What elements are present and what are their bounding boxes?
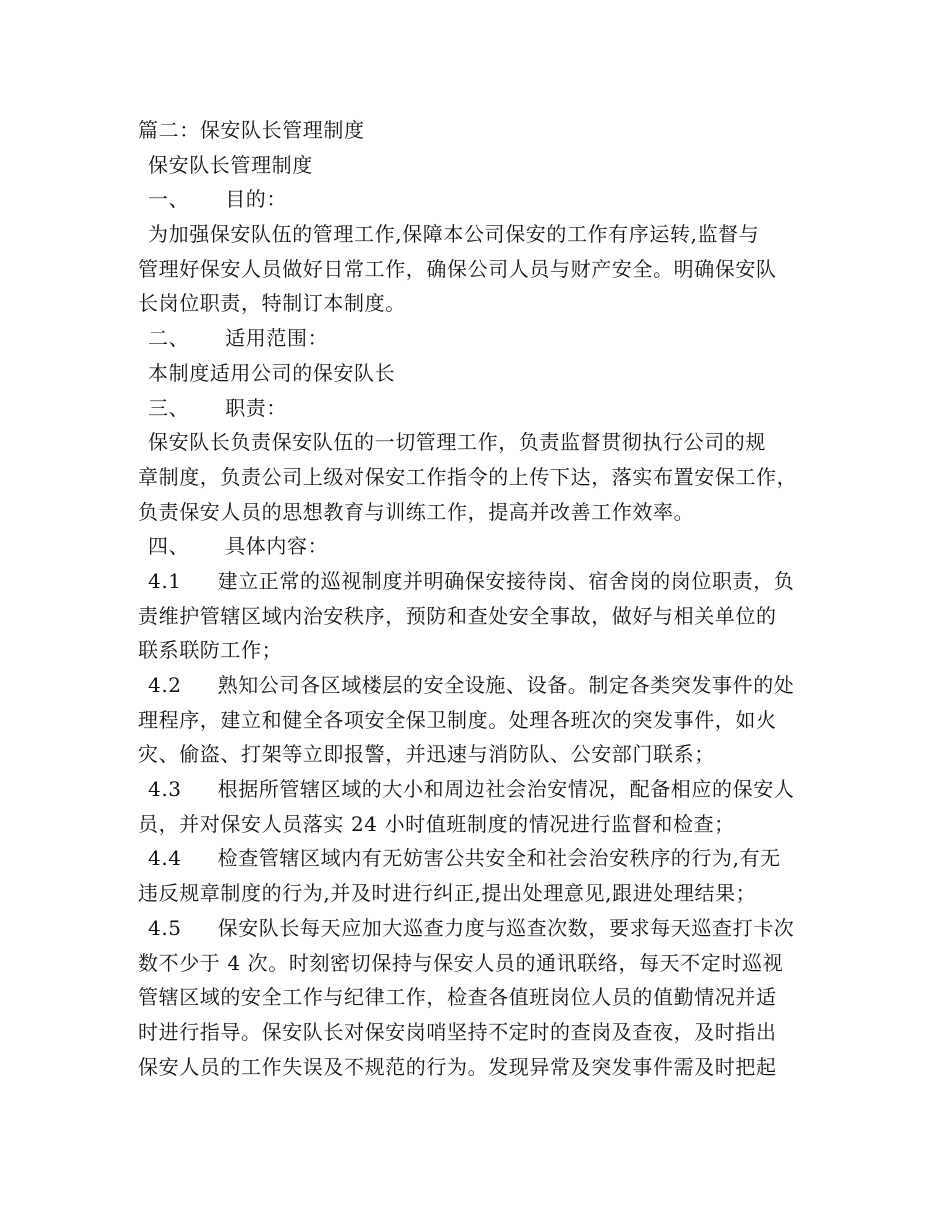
document-heading: 篇二：保安队长管理制度 <box>138 118 365 142</box>
paragraph-line: 联系联防工作； <box>138 638 283 663</box>
paragraph-line: 章制度，负责公司上级对保安工作指令的上传下达，落实布置安保工作， <box>138 464 798 489</box>
section-title: 职责： <box>225 395 288 420</box>
section-title: 适用范围： <box>225 326 329 351</box>
list-item-4-5 <box>138 911 818 946</box>
section-heading-content <box>138 529 818 564</box>
item-number: 4.4 <box>148 846 182 871</box>
paragraph-line: 数不少于 4 次。时刻密切保持与保安人员的通讯联络，每天不定时巡视 <box>138 950 784 975</box>
item-text: 保安队长每天应加大巡查力度与巡查次数，要求每天巡查打卡次 <box>217 915 795 940</box>
paragraph-line: 管辖区域的安全工作与纪律工作，检查各值班岗位人员的值勤情况并适 <box>138 985 777 1010</box>
list-item-4-1 <box>138 564 818 599</box>
section-heading-scope <box>138 321 818 356</box>
item-number: 4.2 <box>148 673 182 697</box>
paragraph-line: 负责保安人员的思想教育与训练工作，提高并改善工作效率。 <box>138 499 695 524</box>
paragraph-line: 灾、偷盗、打架等立即报警，并迅速与消防队、公安部门联系； <box>138 742 715 767</box>
item-text: 熟知公司各区域楼层的安全设施、设备。制定各类突发事件的处 <box>217 673 795 697</box>
section-number: 三、 <box>148 395 190 420</box>
paragraph-line: 为加强保安队伍的管理工作,保障本公司保安的工作有序运转,监督与 <box>148 222 760 247</box>
item-number: 4.3 <box>148 777 182 802</box>
paragraph-line: 违反规章制度的行为,并及时进行纠正,提出处理意见,跟进处理结果； <box>138 881 757 906</box>
item-text: 建立正常的巡视制度并明确保安接待岗、宿舍岗的岗位职责，负 <box>217 568 795 593</box>
item-number: 4.5 <box>148 915 182 940</box>
list-item-4-4 <box>138 841 818 876</box>
section-heading-duties <box>138 391 818 426</box>
paragraph-line: 员，并对保安人员落实 24 小时值班制度的情况进行监督和检查； <box>138 811 735 836</box>
paragraph-line: 保安人员的工作失误及不规范的行为。发现异常及突发事件需及时把起 <box>138 1054 777 1079</box>
paragraph-line: 保安队长负责保安队伍的一切管理工作，负责监督贯彻执行公司的规 <box>148 430 766 455</box>
section-title: 目的： <box>225 187 288 212</box>
list-item-4-3 <box>138 772 818 807</box>
section-number: 四、 <box>148 534 190 559</box>
section-number: 一、 <box>148 187 190 212</box>
item-text: 检查管辖区域内有无妨害公共安全和社会治安秩序的行为,有无 <box>217 846 781 871</box>
section-heading-purpose <box>138 182 818 217</box>
paragraph-line: 理程序，建立和健全各项安全保卫制度。处理各班次的突发事件，如火 <box>138 707 777 732</box>
paragraph-line: 长岗位职责，特制订本制度。 <box>138 291 406 316</box>
list-item-4-2 <box>138 668 818 703</box>
document-title: 保安队长管理制度 <box>148 152 313 177</box>
section-number: 二、 <box>148 326 190 351</box>
document-body <box>138 113 818 1084</box>
item-text: 根据所管辖区域的大小和周边社会治安情况，配备相应的保安人 <box>217 777 795 802</box>
item-number: 4.1 <box>148 568 182 593</box>
paragraph-line: 管理好保安人员做好日常工作，确保公司人员与财产安全。明确保安队 <box>138 256 777 281</box>
section-title: 具体内容： <box>225 534 329 559</box>
paragraph-line: 责维护管辖区域内治安秩序，预防和查处安全事故，做好与相关单位的 <box>138 603 777 628</box>
paragraph-line: 时进行指导。保安队长对保安岗哨坚持不定时的查岗及查夜，及时指出 <box>138 1019 777 1044</box>
paragraph-line: 本制度适用公司的保安队长 <box>148 360 396 385</box>
